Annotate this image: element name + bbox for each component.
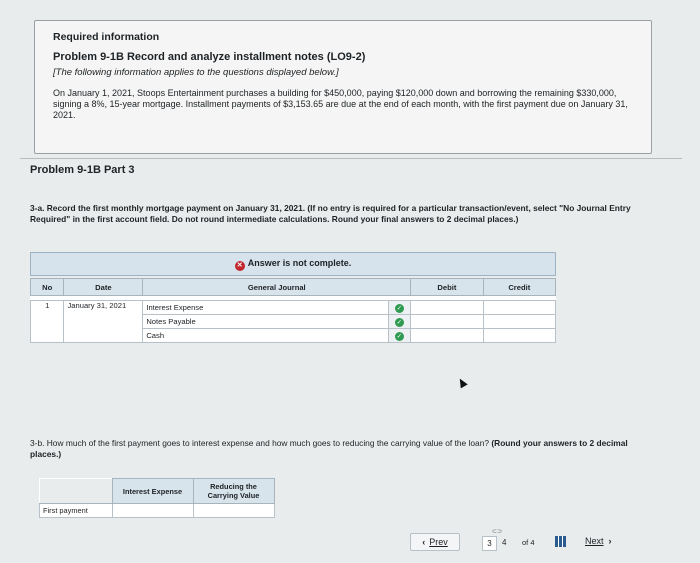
part-title: Problem 9-1B Part 3 [30, 164, 135, 176]
question-3a-instructions: (If no entry is required for a particular transaction/event, select "No Journal Entry Required" in the first account field. Do not round intermediate calculations. Round your final answers to 2 decimal places.) [30, 203, 631, 224]
col-header-credit: Credit [483, 279, 555, 296]
answer-status [31, 258, 555, 271]
question-3a [30, 203, 660, 224]
entry-date[interactable] [64, 301, 143, 343]
carrying-value-input[interactable] [193, 504, 274, 518]
credit-field-3[interactable] [483, 329, 555, 343]
page-next[interactable]: 4 [502, 538, 507, 547]
col-header-reducing-carrying-value: Reducing the Carrying Value [193, 479, 274, 504]
check-icon: ✓ [396, 304, 403, 312]
chevron-right-icon: › [608, 536, 612, 546]
check-cell-2 [388, 315, 411, 329]
account-value-1: Interest Expense [146, 303, 204, 312]
journal-entry-table [30, 278, 556, 343]
col-header-no: No [31, 279, 64, 296]
col-header-date: Date [64, 279, 143, 296]
account-field-2[interactable] [143, 315, 388, 329]
question-3b [30, 438, 650, 459]
problem-title: Problem 9-1B Record and analyze installment notes (LO9-2) [53, 51, 366, 63]
credit-field-1[interactable] [483, 301, 555, 315]
problem-description: On January 1, 2021, Stoops Entertainment purchases a building for $450,000, paying $120,000 down and borrowing the remaining $330,000, signing a 8%, 15-year mortgage. Installment payments of $3,153.65 are due at the end of each month, with the first payment due on January 31, 2021. [53, 88, 628, 120]
blank-header [40, 479, 113, 504]
next-button[interactable] [585, 533, 635, 549]
entry-date-value: January 31, 2021 [67, 301, 127, 310]
interest-expense-input[interactable] [112, 504, 193, 518]
page-current[interactable]: 3 [482, 536, 497, 551]
debit-field-2[interactable] [411, 315, 483, 329]
page-of-label: of 4 [522, 538, 535, 547]
question-3a-prefix: 3-a. Record the first monthly mortgage payment on January 31, 2021. [30, 203, 306, 213]
debit-field-3[interactable] [411, 329, 483, 343]
prev-button[interactable] [410, 533, 460, 551]
check-cell-3 [388, 329, 411, 343]
debit-field-1[interactable] [411, 301, 483, 315]
chevron-left-icon: ‹ [422, 537, 426, 547]
answer-banner [30, 252, 556, 276]
check-cell-1 [388, 301, 411, 315]
entry-number: 1 [31, 301, 64, 343]
account-value-3: Cash [146, 331, 165, 340]
error-x-icon: ✕ [235, 261, 245, 271]
check-icon: ✓ [396, 332, 403, 340]
answer-status-text: Answer is not complete. [247, 258, 352, 268]
interest-split-table [39, 478, 275, 518]
account-field-1[interactable] [143, 301, 388, 315]
row-label-first-payment: First payment [40, 504, 113, 518]
prev-label: Prev [429, 537, 448, 547]
col-header-debit: Debit [411, 279, 483, 296]
question-3b-instructions: (Round your answers to 2 decimal places.) [30, 438, 628, 459]
mouse-cursor-icon [456, 377, 467, 389]
account-field-3[interactable] [143, 329, 388, 343]
required-information-box [34, 20, 652, 154]
grid-view-icon[interactable] [555, 536, 566, 547]
account-value-2: Notes Payable [146, 317, 196, 326]
check-icon: ✓ [396, 318, 403, 326]
applies-note: [The following information applies to the questions displayed below.] [53, 67, 339, 78]
next-label: Next [585, 536, 604, 546]
journal-row [31, 301, 556, 315]
question-3b-prefix: 3-b. How much of the first payment goes to interest expense and how much goes to reducing the carrying value of the loan? [30, 438, 490, 448]
link-icon: ⊂⊃ [492, 529, 503, 535]
required-info-heading: Required information [53, 31, 160, 43]
credit-field-2[interactable] [483, 315, 555, 329]
col-header-account: General Journal [143, 279, 411, 296]
col-header-interest-expense: Interest Expense [112, 479, 193, 504]
